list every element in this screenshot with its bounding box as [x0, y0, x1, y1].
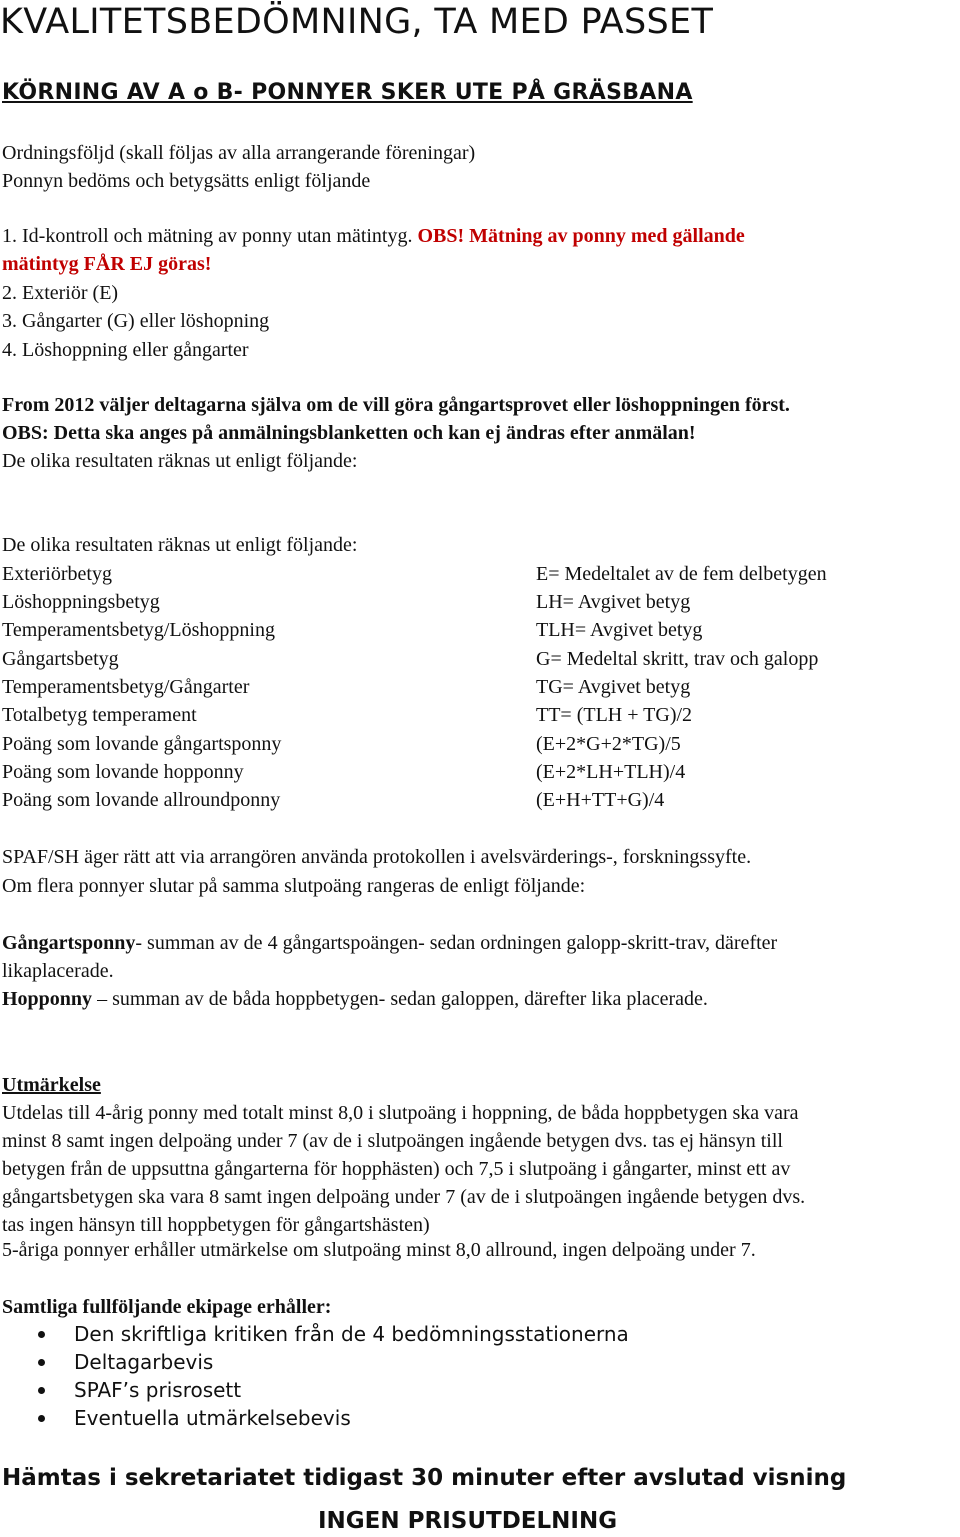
- result-label: Temperamentsbetyg/Löshoppning: [2, 619, 275, 641]
- result-formula: E= Medeltalet av de fem delbetygen: [536, 563, 827, 585]
- ranking-hopp-text: – summan av de båda hoppbetygen- sedan galoppen, därefter lika placerade.: [92, 988, 708, 1010]
- step-1-warning: OBS! Mätning av ponny med gällande: [417, 225, 745, 247]
- page-title: KVALITETSBEDÖMNING, TA MED PASSET: [0, 2, 714, 42]
- footer-line-1: Hämtas i sekretariatet tidigast 30 minuter efter avslutad visning: [2, 1465, 847, 1491]
- result-formula: (E+2*LH+TLH)/4: [536, 761, 686, 783]
- ranking-hopp-label: Hopponny: [2, 988, 93, 1010]
- ranking-hopp: [2, 985, 708, 1013]
- result-formula: (E+2*G+2*TG)/5: [536, 733, 681, 755]
- rights-line-2: Om flera ponnyer slutar på samma slutpoäng rangeras de enligt följande:: [2, 875, 586, 897]
- page-subtitle: KÖRNING AV A o B- PONNYER SKER UTE PÅ GRÄSBANA: [2, 80, 693, 105]
- ranking-gang: [2, 929, 777, 957]
- result-label: Löshoppningsbetyg: [2, 591, 160, 613]
- result-label: Temperamentsbetyg/Gångarter: [2, 676, 250, 698]
- result-formula: TLH= Avgivet betyg: [536, 619, 703, 641]
- ranking-gang-label: Gångartsponny: [2, 932, 136, 954]
- result-label: Poäng som lovande gångartsponny: [2, 733, 282, 755]
- result-formula: (E+H+TT+G)/4: [536, 789, 665, 811]
- award-line: minst 8 samt ingen delpoäng under 7 (av de i slutpoängen ingående betygen dvs. tas ej hänsyn till: [2, 1130, 783, 1152]
- award-line: 5-åriga ponnyer erhåller utmärkelse om slutpoäng minst 8,0 allround, ingen delpoäng under 7.: [2, 1239, 756, 1261]
- list-item: SPAF’s prisrosett: [0, 1376, 629, 1404]
- award-line: Utdelas till 4-årig ponny med totalt minst 8,0 i slutpoäng i hoppning, de båda hoppbetygen ska vara: [2, 1102, 799, 1124]
- ranking-gang-text: - summan av de 4 gångartspoängen- sedan ordningen galopp-skritt-trav, därefter: [135, 932, 778, 954]
- notice-line-2: OBS: Detta ska anges på anmälningsblanketten och kan ej ändras efter anmälan!: [2, 422, 696, 444]
- notice-line-3: De olika resultaten räknas ut enligt följande:: [2, 450, 358, 472]
- award-line: gångartsbetygen ska vara 8 samt ingen delpoäng under 7 (av de i slutpoängen ingående betygen dvs.: [2, 1186, 806, 1208]
- result-label: Exteriörbetyg: [2, 563, 112, 585]
- rights-line-1: SPAF/SH äger rätt att via arrangören använda protokollen i avelsvärderings-, forskningssyfte.: [2, 846, 752, 868]
- award-heading: Utmärkelse: [2, 1074, 101, 1096]
- step-4: 4. Löshoppning eller gångarter: [2, 339, 249, 361]
- completing-heading: Samtliga fullföljande ekipage erhåller:: [2, 1296, 332, 1318]
- footer-line-2: INGEN PRISUTDELNING: [318, 1508, 618, 1534]
- completing-list: [0, 1320, 629, 1432]
- step-3: 3. Gångarter (G) eller löshopning: [2, 310, 270, 332]
- list-item: Den skriftliga kritiken från de 4 bedömningsstationerna: [0, 1320, 629, 1348]
- intro-line-2: Ponnyn bedöms och betygsätts enligt följande: [2, 170, 371, 192]
- results-heading: De olika resultaten räknas ut enligt följande:: [2, 534, 358, 556]
- intro-line-1: Ordningsföljd (skall följas av alla arrangerande föreningar): [2, 142, 476, 164]
- result-formula: TT= (TLH + TG)/2: [536, 704, 693, 726]
- step-1: [2, 222, 745, 250]
- result-label: Poäng som lovande hopponny: [2, 761, 244, 783]
- ranking-gang-cont: likaplacerade.: [2, 960, 114, 982]
- result-formula: LH= Avgivet betyg: [536, 591, 691, 613]
- list-item: Eventuella utmärkelsebevis: [0, 1404, 629, 1432]
- step-1-warning-cont: mätintyg FÅR EJ göras!: [2, 253, 212, 275]
- notice-line-1: From 2012 väljer deltagarna själva om de vill göra gångartsprovet eller löshoppningen först.: [2, 394, 790, 416]
- result-formula: G= Medeltal skritt, trav och galopp: [536, 648, 819, 670]
- step-2: 2. Exteriör (E): [2, 282, 119, 304]
- award-line: betygen från de uppsuttna gångarterna för hopphästen) och 7,5 i slutpoäng i gångarter, minst ett av: [2, 1158, 791, 1180]
- result-formula: TG= Avgivet betyg: [536, 676, 691, 698]
- list-item: Deltagarbevis: [0, 1348, 629, 1376]
- result-label: Totalbetyg temperament: [2, 704, 197, 726]
- result-label: Poäng som lovande allroundponny: [2, 789, 281, 811]
- step-1-text: 1. Id-kontroll och mätning av ponny utan mätintyg.: [2, 225, 418, 247]
- result-label: Gångartsbetyg: [2, 648, 119, 670]
- award-line: tas ingen hänsyn till hoppbetygen för gångartshästen): [2, 1214, 430, 1236]
